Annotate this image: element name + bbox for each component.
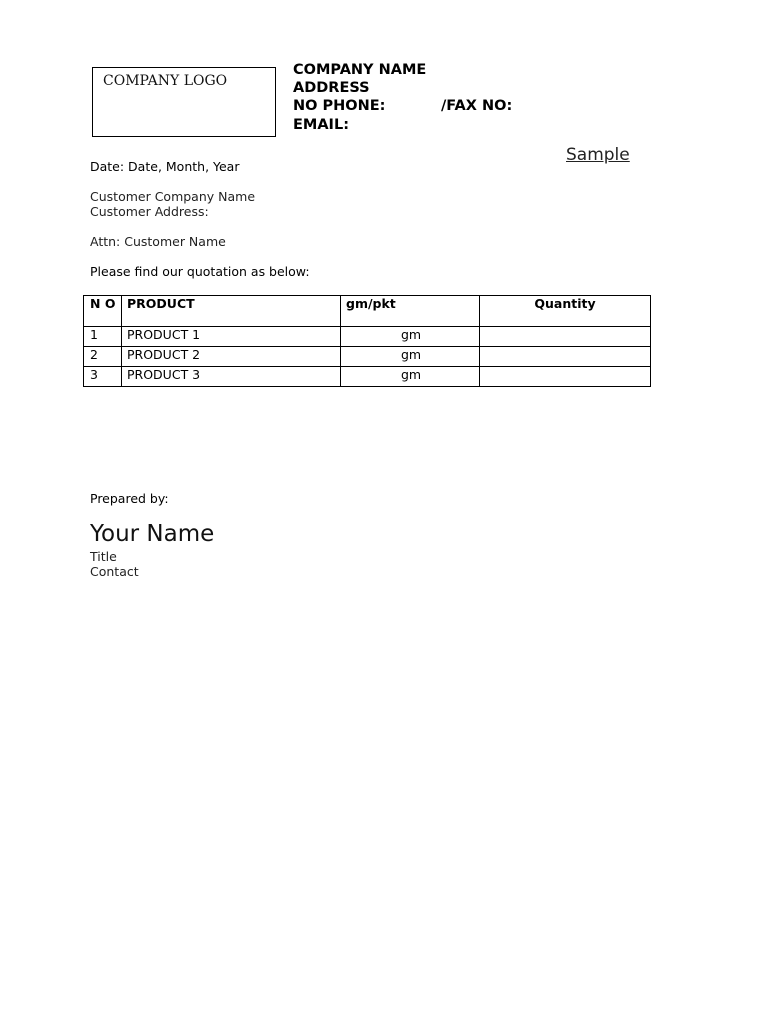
company-logo-text: COMPANY LOGO: [103, 73, 228, 89]
company-logo-placeholder: [92, 67, 276, 137]
column-header-no: N O: [84, 296, 122, 327]
quotation-date: Date: Date, Month, Year: [90, 159, 240, 174]
row-product: PRODUCT 3: [122, 367, 341, 387]
company-address: ADDRESS: [293, 80, 370, 96]
row-quantity: [480, 347, 651, 367]
row-product: PRODUCT 2: [122, 347, 341, 367]
row-no: 3: [84, 367, 122, 387]
company-phone: NO PHONE:: [293, 98, 386, 114]
sample-label: Sample: [566, 145, 630, 165]
attention-line: Attn: Customer Name: [90, 234, 226, 249]
column-header-quantity: Quantity: [480, 296, 651, 327]
quotation-table: [83, 295, 651, 387]
quotation-intro: Please find our quotation as below:: [90, 264, 310, 279]
preparer-title: Title: [90, 549, 117, 564]
table-row: [84, 367, 651, 387]
prepared-by-label: Prepared by:: [90, 491, 169, 506]
company-fax: /FAX NO:: [441, 98, 513, 114]
row-gm-pkt: gm: [341, 367, 480, 387]
preparer-contact: Contact: [90, 564, 139, 579]
company-name: COMPANY NAME: [293, 62, 427, 78]
table-header-row: [84, 296, 651, 327]
row-no: 2: [84, 347, 122, 367]
table-row: [84, 327, 651, 347]
table-row: [84, 347, 651, 367]
row-gm-pkt: gm: [341, 327, 480, 347]
company-email: EMAIL:: [293, 117, 349, 133]
row-quantity: [480, 367, 651, 387]
customer-company-name: Customer Company Name: [90, 189, 256, 204]
column-header-product: PRODUCT: [122, 296, 341, 327]
row-quantity: [480, 327, 651, 347]
preparer-name: Your Name: [90, 521, 215, 547]
column-header-gm-pkt: gm/pkt: [341, 296, 480, 327]
row-no: 1: [84, 327, 122, 347]
row-gm-pkt: gm: [341, 347, 480, 367]
customer-address: Customer Address:: [90, 204, 209, 219]
row-product: PRODUCT 1: [122, 327, 341, 347]
